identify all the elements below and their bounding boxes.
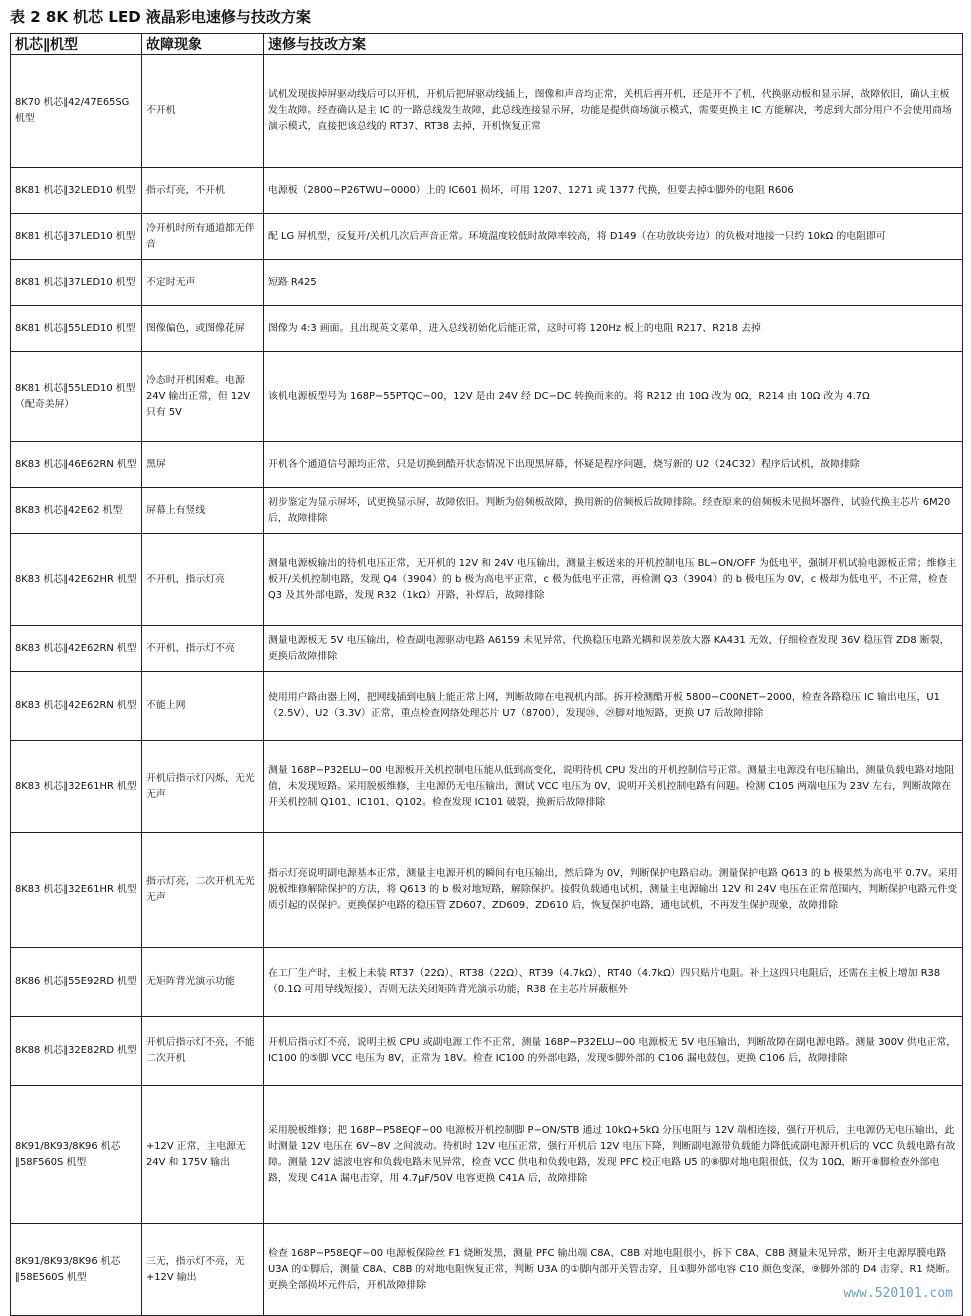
fault-cell: 开机后指示灯不亮，不能二次开机 [142,1017,264,1086]
model-cell: 8K81 机芯∥55LED10 机型 [11,306,142,352]
fault-cell: 无矩阵背光演示功能 [142,948,264,1017]
table-row [11,626,963,672]
fault-cell: 不能上网 [142,672,264,741]
table-row [11,306,963,352]
fix-cell: 开机各个通道信号源均正常，只是切换到酷开状态情况下出现黑屏幕，怀疑是程序问题，烧写新的 U2（24C32）程序后试机，故障排除 [264,442,963,488]
model-cell: 8K83 机芯∥42E62HR 机型 [11,534,142,626]
table-row [11,833,963,948]
fault-cell: +12V 正常，主电源无 24V 和 175V 输出 [142,1086,264,1224]
fix-cell: 检查 168P−P58EQF−00 电源板保险丝 F1 烧断发黑，测量 PFC 输出端 C8A、C8B 对地电阻很小，拆下 C8A、C8B 测量未见异常，断开主电源厚膜电路 U3A 的①脚后，测量 C8A、C8B 的对地电阻恢复正常，判断 U3A 的①脚内部开关管击穿，且①脚外部电容 C10 颜色变深，⑨脚外部的 D4 击穿、R1 烧断。更换全部损坏元件后，开机故障排除 [264,1224,963,1316]
table-row [11,741,963,833]
table-row [11,672,963,741]
fix-cell: 指示灯亮说明副电源基本正常，测量主电源开机的瞬间有电压输出，然后降为 0V，判断保护电路启动。测量保护电路 Q613 的 b 极果然为高电平 0.7V。采用脱板维修解除保护的方法，将 Q613 的 b 极对地短路，解除保护。接假负载通电试机，测量主电源输出 12V 和 24V 电压在正常范围内，判断保护电路元件变质引起的误保护。更换保护电路的稳压管 ZD607、ZD609、ZD610 后，恢复保护电路，通电试机，不再发生保护现象，故障排除 [264,833,963,948]
fault-cell: 黑屏 [142,442,264,488]
model-cell: 8K81 机芯∥37LED10 机型 [11,260,142,306]
table-caption: 表 2 8K 机芯 LED 液晶彩电速修与技改方案 [10,8,311,26]
table-row [11,442,963,488]
fix-cell: 短路 R425 [264,260,963,306]
fix-cell: 该机电源板型号为 168P−55PTQC−00，12V 是由 24V 经 DC−DC 转换而来的。将 R212 由 10Ω 改为 0Ω，R214 由 10Ω 改为 4.7Ω [264,352,963,442]
model-cell: 8K70 机芯∥42/47E65SG 机型 [11,55,142,168]
fix-cell: 测量电源板输出的待机电压正常，无开机的 12V 和 24V 电压输出，测量主板送来的开机控制电压 BL−ON/OFF 为低电平，强制开机试验电源板正常；维修主板开/关机控制电路，发现 Q4（3904）的 b 极为高电平正常，c 极为低电平正常，再检测 Q3（3904）的 b 极电压为 0V，c 极却为低电平，不正常，检查 Q3 及其外部电路，发现 R32（1kΩ）开路，补焊后，故障排除 [264,534,963,626]
table-row [11,534,963,626]
model-cell: 8K86 机芯∥55E92RD 机型 [11,948,142,1017]
model-cell: 8K83 机芯∥32E61HR 机型 [11,833,142,948]
model-cell: 8K83 机芯∥42E62RN 机型 [11,672,142,741]
model-cell: 8K83 机芯∥42E62 机型 [11,488,142,534]
header-fix: 速修与技改方案 [264,34,963,55]
model-cell: 8K88 机芯∥32E82RD 机型 [11,1017,142,1086]
table-row [11,55,963,168]
fix-cell: 在工厂生产时，主板上未装 RT37（22Ω）、RT38（22Ω）、RT39（4.7kΩ）、RT40（4.7kΩ）四只贴片电阻。补上这四只电阻后，还需在主板上增加 R38（0.1Ω 可用导线短接），否则无法关闭矩阵背光演示功能，R38 在主芯片屏蔽框外 [264,948,963,1017]
model-cell: 8K83 机芯∥32E61HR 机型 [11,741,142,833]
table-row [11,948,963,1017]
fault-cell: 不开机 [142,55,264,168]
table-row [11,1017,963,1086]
model-cell: 8K91/8K93/8K96 机芯∥58F560S 机型 [11,1086,142,1224]
fault-cell: 指示灯亮，二次开机无光无声 [142,833,264,948]
model-cell: 8K91/8K93/8K96 机芯∥58E560S 机型 [11,1224,142,1316]
table-row [11,168,963,214]
fault-cell: 不开机，指示灯不亮 [142,626,264,672]
table-row [11,1224,963,1316]
model-cell: 8K81 机芯∥55LED10 机型（配奇美屏） [11,352,142,442]
fix-cell: 采用脱板维修；把 168P−P58EQF−00 电源板开机控制脚 P−ON/STB 通过 10kΩ+5kΩ 分压电阻与 12V 端相连接，强行开机后，主电源仍无电压输出，此时测量 12V 电压在 6V~8V 之间波动。待机时 12V 电压正常，强行开机后 12V 电压下降，判断副电源带负载能力降低或副电源开机后的 VCC 负载电路有故障。测量 12V 滤波电容和负载电路未见异常，检查 VCC 供电和负载电路，发现 PFC 校正电路 U5 的⑧脚对地电阻很低，仅为 10Ω，断开⑧脚检查外部电路，发现 C41A 漏电击穿，用 4.7μF/50V 电容更换 C41A 后，故障排除 [264,1086,963,1224]
table-header-row [11,34,963,55]
model-cell: 8K81 机芯∥32LED10 机型 [11,168,142,214]
model-cell: 8K81 机芯∥37LED10 机型 [11,214,142,260]
model-cell: 8K83 机芯∥46E62RN 机型 [11,442,142,488]
fix-cell: 测量电源板无 5V 电压输出，检查副电源驱动电路 A6159 未见异常，代换稳压电路光耦和误差放大器 KA431 无效，仔细检查发现 36V 稳压管 ZD8 断裂，更换后故障排除 [264,626,963,672]
fix-cell: 试机发现拔掉屏驱动线后可以开机，开机后把屏驱动线插上，图像和声音均正常，关机后再开机，还是开不了机，代换驱动板和显示屏，故障依旧，确认主板发生故障。经查确认是主 IC 的一路总线发生故障，此总线连接显示屏，功能是提供商场演示模式，需要更换主 IC 方能解决，考虑到大部分用户不会使用商场演示模式，直接把该总线的 RT37、RT38 去掉，开机恢复正常 [264,55,963,168]
fault-cell: 图像偏色，或图像花屏 [142,306,264,352]
fix-cell: 图像为 4:3 画面。且出现英文菜单，进入总线初始化后能正常，这时可将 120Hz 板上的电阻 R217、R218 去掉 [264,306,963,352]
fault-cell: 冷开机时所有通道都无伴音 [142,214,264,260]
table-row [11,214,963,260]
table-row [11,1086,963,1224]
fix-cell: 初步鉴定为显示屏坏，试更换显示屏，故障依旧。判断为倍频板故障，换用新的倍频板后故障排除。经查原来的倍频板未见损坏器件，试验代换主芯片 6M20 后，故障排除 [264,488,963,534]
fix-cell: 配 LG 屏机型，反复开/关机几次后声音正常。环境温度较低时故障率较高，将 D149（在功放块旁边）的负极对地接一只约 10kΩ 的电阻即可 [264,214,963,260]
fault-cell: 开机后指示灯闪烁，无光无声 [142,741,264,833]
table-row [11,352,963,442]
watermark: www.520101.com [843,1286,953,1301]
fix-cell: 测量 168P−P32ELU−00 电源板开关机控制电压能从低到高变化，说明待机 CPU 发出的开机控制信号正常。测量主电源没有电压输出，测量负载电路对地阻值，未发现短路。采用脱板维修，主电源仍无电压输出，测试 VCC 电压为 0V，说明开关机控制电路有问题。检测 C105 两端电压为 23V 左右，判断故障在开关机控制 Q101、IC101、Q102。检查发现 IC101 破裂，换新后故障排除 [264,741,963,833]
fix-cell: 使用用户路由器上网，把网线插到电脑上能正常上网，判断故障在电视机内部。拆开检测酷开板 5800−C00NET−2000，检查各路稳压 IC 输出电压，U1（2.5V）、U2（3.3V）正常，重点检查网络处理芯片 U7（8700），发现㉘、㉙脚对地短路，更换 U7 后故障排除 [264,672,963,741]
fault-cell: 三无，指示灯不亮，无+12V 输出 [142,1224,264,1316]
header-fault: 故障现象 [142,34,264,55]
fix-cell: 开机后指示灯不亮，说明主板 CPU 或副电源工作不正常，测量 168P−P32ELU−00 电源板无 5V 电压输出，判断故障在副电源电路。测量 300V 供电正常，IC100 的⑤脚 VCC 电压为 8V，正常为 18V。检查 IC100 的外部电路，发现⑤脚外部的 C106 漏电鼓包，更换 C106 后，故障排除 [264,1017,963,1086]
fault-cell: 冷态时开机困难。电源 24V 输出正常，但 12V 只有 5V [142,352,264,442]
header-model: 机芯∥机型 [11,34,142,55]
table-row [11,488,963,534]
fault-cell: 指示灯亮，不开机 [142,168,264,214]
repair-table [10,33,963,1316]
fix-cell: 电源板（2800−P26TWU−0000）上的 IC601 损坏，可用 1207、1271 或 1377 代换，但要去掉①脚外的电阻 R606 [264,168,963,214]
fault-cell: 屏幕上有竖线 [142,488,264,534]
fault-cell: 不开机，指示灯亮 [142,534,264,626]
fault-cell: 不定时无声 [142,260,264,306]
model-cell: 8K83 机芯∥42E62RN 机型 [11,626,142,672]
table-row [11,260,963,306]
